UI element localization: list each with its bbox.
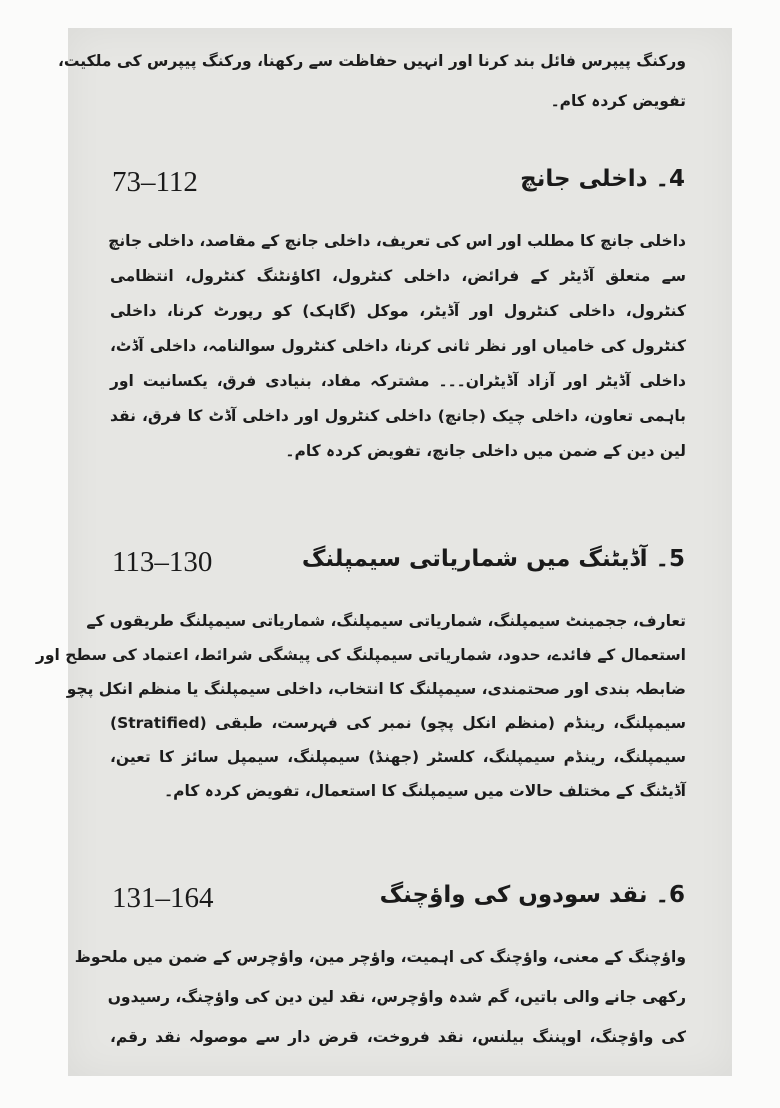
section-4-line: کنٹرول، داخلی کنٹرول اور آڈیٹر، موکل (گاہک) کو رپورٹ کرنا، داخلی <box>110 302 686 320</box>
section-4-line: سے متعلق آڈیٹر کے فرائض، داخلی کنٹرول، اکاؤنٹنگ کنٹرول، انتظامی <box>110 267 686 285</box>
section-6-line: کی واؤچنگ، اوپننگ بیلنس، نقد فروخت، قرض دار سے موصولہ نقد رقم، <box>110 1028 686 1046</box>
section-5-line: آڈیٹنگ کے مختلف حالات میں سیمپلنگ کا استعمال، تفویض کردہ کام۔ <box>164 782 686 800</box>
section-5-line: ضابطہ بندی اور صحتمندی، سیمپلنگ کا انتخاب، داخلی سیمپلنگ یا منظم انکل پچو <box>66 680 686 698</box>
section-4-title: 4۔ داخلی جانچ <box>520 166 685 192</box>
section-6-pages: 131–164 <box>112 882 214 914</box>
section-5-line: استعمال کے فائدے، حدود، شماریاتی سیمپلنگ کی پیشگی شرائط، اعتماد کی سطح اور <box>35 646 686 664</box>
section-4-pages: 73–112 <box>112 166 198 198</box>
section-4-line: داخلی آڈیٹر اور آزاد آڈیٹران۔۔۔ مشترکہ مفاد، بنیادی فرق، یکسانیت اور <box>110 372 686 390</box>
section-6-title: 6۔ نقد سودوں کی واؤچنگ <box>379 882 685 908</box>
section-5-line: سیمپلنگ، رینڈم (منظم انکل پچو) نمبر کی فہرست، طبقی (Stratified) <box>110 714 686 732</box>
section-6-line: رکھی جانے والی باتیں، گم شدہ واؤچرس، نقد لین دین کی واؤچنگ، رسیدوں <box>107 988 686 1006</box>
intro-line: تفویض کردہ کام۔ <box>550 92 686 110</box>
section-4-line: داخلی جانچ کا مطلب اور اس کی تعریف، داخلی جانچ کے مقاصد، داخلی جانچ <box>108 232 686 250</box>
section-4-line: باہمی تعاون، داخلی چیک (جانچ) داخلی کنٹرول اور داخلی آڈٹ کا فرق، نقد <box>110 407 686 425</box>
section-4-line: لین دین کے ضمن میں داخلی جانچ، تفویض کردہ کام۔ <box>285 442 686 460</box>
section-5-line: سیمپلنگ، رینڈم سیمپلنگ، کلسٹر (جھنڈ) سیمپلنگ، سیمپل سائز کا تعین، <box>110 748 686 766</box>
section-6-line: واؤچنگ کے معنی، واؤچنگ کی اہمیت، واؤچر مین، واؤچرس کے ضمن میں ملحوظ <box>74 948 686 966</box>
section-5-pages: 113–130 <box>112 546 213 578</box>
section-4-line: کنٹرول کی خامیاں اور نظر ثانی کرنا، داخلی کنٹرول سوالنامہ، داخلی آڈٹ، <box>110 337 686 355</box>
intro-line: ورکنگ پیپرس فائل بند کرنا اور انہیں حفاظت سے رکھنا، ورکنگ پیپرس کی ملکیت، <box>57 52 686 70</box>
section-5-line: تعارف، ججمینٹ سیمپلنگ، شماریاتی سیمپلنگ، شماریاتی سیمپلنگ طریقوں کے <box>86 612 686 630</box>
section-5-title: 5۔ آڈیٹنگ میں شماریاتی سیمپلنگ <box>301 546 685 572</box>
